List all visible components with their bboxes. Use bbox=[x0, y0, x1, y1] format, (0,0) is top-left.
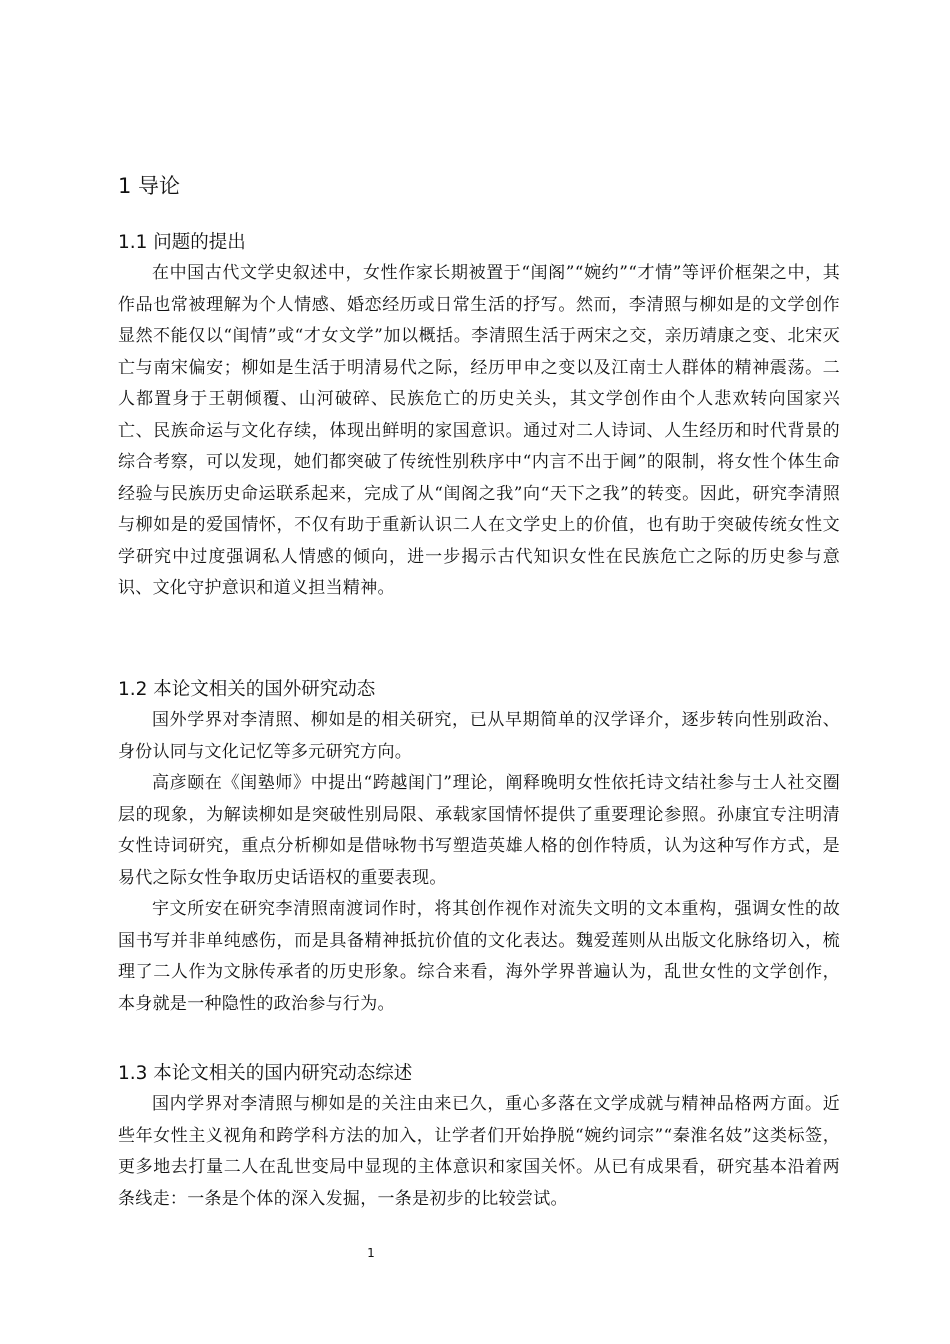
section-1-2-paragraph-2: 高彦颐在《闺塾师》中提出“跨越闺门”理论，阐释晚明女性依托诗文结社参与士人社交圈层的现象，为解读柳如是突破性别局限、承载家国情怀提供了重要理论参照。孙康宜专注明清女性诗词研究，重点分析柳如是借咏物书写塑造英雄人格的创作特质，认为这种写作方式，是易代之际女性争取历史话语权的重要表现。 bbox=[118, 773, 840, 888]
section-1-3-paragraph-1: 国内学界对李清照与柳如是的关注由来已久，重心多落在文学成就与精神品格两方面。近些年女性主义视角和跨学科方法的加入，让学者们开始挣脱“婉约词宗”“秦淮名妓”这类标签，更多地去打量二人在乱世变局中显现的主体意识和家国关怀。从已有成果看，研究基本沿着两条线走：一条是个体的深入发掘，一条是初步的比较尝试。 bbox=[118, 1094, 840, 1209]
section-1-1-paragraph-1: 在中国古代文学史叙述中，女性作家长期被置于“闺阁”“婉约”“才情”等评价框架之中，其作品也常被理解为个人情感、婚恋经历或日常生活的抒写。然而，李清照与柳如是的文学创作显然不能仅以“闺情”或“才女文学”加以概括。李清照生活于两宋之交，亲历靖康之变、北宋灭亡与南宋偏安；柳如是生活于明清易代之际，经历甲申之变以及江南士人群体的精神震荡。二人都置身于王朝倾覆、山河破碎、民族危亡的历史关头，其文学创作由个人悲欢转向国家兴亡、民族命运与文化存续，体现出鲜明的家国意识。通过对二人诗词、人生经历和时代背景的综合考察，可以发现，她们都突破了传统性别秩序中“内言不出于阃”的限制，将女性个体生命经验与民族历史命运联系起来，完成了从“闺阁之我”向“天下之我”的转变。因此，研究李清照与柳如是的爱国情怀，不仅有助于重新认识二人在文学史上的价值，也有助于突破传统女性文学研究中过度强调私人情感的倾向，进一步揭示古代知识女性在民族危亡之际的历史参与意识、文化守护意识和道义担当精神。 bbox=[118, 263, 840, 598]
section-title-1-3: 1.3 本论文相关的国内研究动态综述 bbox=[118, 1063, 413, 1084]
page-number: 1 bbox=[367, 1246, 375, 1260]
section-title-1-2: 1.2 本论文相关的国外研究动态 bbox=[118, 679, 376, 700]
section-1-2-paragraph-3: 宇文所安在研究李清照南渡词作时，将其创作视作对流失文明的文本重构，强调女性的故国书写并非单纯感伤，而是具备精神抵抗价值的文化表达。魏爱莲则从出版文化脉络切入，梳理了二人作为文脉传承者的历史形象。综合来看，海外学界普遍认为，乱世女性的文学创作，本身就是一种隐性的政治参与行为。 bbox=[118, 899, 840, 1014]
chapter-title: 1 导论 bbox=[118, 174, 181, 198]
section-title-1-1: 1.1 问题的提出 bbox=[118, 232, 246, 253]
section-1-2-paragraph-1: 国外学界对李清照、柳如是的相关研究，已从早期简单的汉学译介，逐步转向性别政治、身份认同与文化记忆等多元研究方向。 bbox=[118, 710, 840, 762]
